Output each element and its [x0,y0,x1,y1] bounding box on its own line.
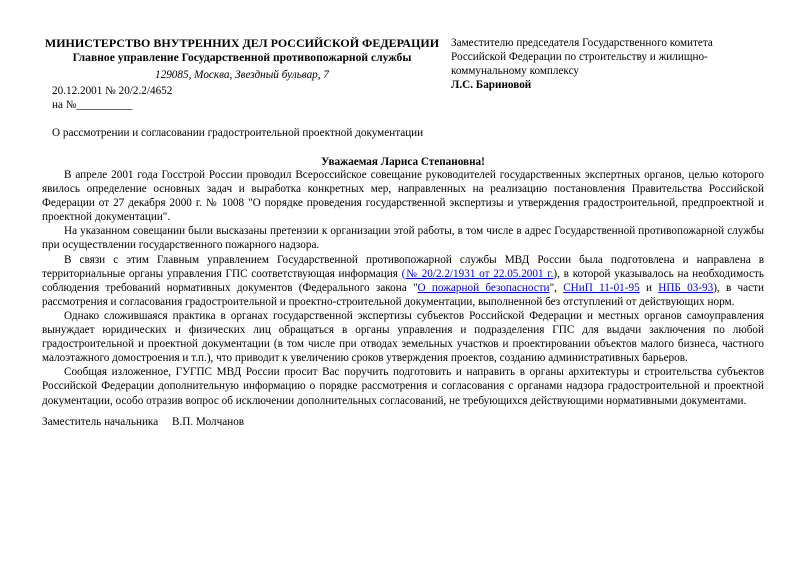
signature-name: В.П. Молчанов [172,416,245,428]
link-fire-safety-law[interactable]: О пожарной безопасности [417,281,550,294]
paragraph-3-text-1: В связи с этим Главным управлением Государственной противопожарной службы МВД России была подготовлена и направлена в территориальные органы управления ГПС соответствующая информация [42,253,764,280]
letter-meta [52,84,172,112]
link-paren-open: ( [401,267,406,280]
paragraph-5: Сообщая изложенное, ГУГПС МВД России просит Вас поручить подготовить и направить в органы архитектуры и строительства субъектов Российской Федерации дополнительную информацию о порядке рассмотрения и согласования с органами надзора градостроительной и проектной документации, особо отразив вопрос об исключении дополнительных согласований, не требующихся действующими нормативными документами. [42,366,764,407]
paragraph-3-text-5: ), в части рассмотрения и согласования градостроительной и проектно-строительной документации, выполненной без отступлений от действующих норм. [42,281,764,308]
link-snip-11-01-95[interactable]: СНиП 11-01-95 [563,281,640,294]
ministry-name: МИНИСТЕРСТВО ВНУТРЕННИХ ДЕЛ РОССИЙСКОЙ ФЕДЕРАЦИИ [44,36,440,50]
paragraph-1: В апреле 2001 года Госстрой России проводил Всероссийское совещание руководителей государственных экспертных органов, целью которого явилось определение основных задач и выработка конкретных мер, направленных на реализацию постановления Правительства Российской Федерации от 27 декабря 2000 г. № 1008 "О порядке проведения государственной экспертизы и утверждения градостроительной, предпроектной и проектной документации". [42,169,764,224]
letter-date-number: 20.12.2001 № 20/2.2/4652 [52,85,173,97]
link-letter-1931-label: № 20/2.2/1931 от 22.05.2001 г. [405,267,554,280]
sender-address: 129085, Москва, Звездный бульвар, 7 [155,69,329,81]
paragraph-4: Однако сложившаяся практика в органах государственной экспертизы субъектов Российской Федерации и местных органов самоуправления вынуждает юридических и физических лиц обращаться в органы управления и подразделения ГПС для выдачи заключения по любой градостроительной и проектной документации (в том числе при отводах земельных участков и проектировании объектов малого бизнеса, частного малоэтажного домостроения и т.п.), что приводит к увеличению сроков утверждения проектов, созданию административных барьеров. [42,309,764,365]
paragraph-2: На указанном совещании были высказаны претензии к организации этой работы, в том числе в адрес Государственной противопожарной службы при осуществлении государственного пожарного надзора. [42,225,764,252]
letter-body [42,168,764,408]
recipient-block [451,36,751,92]
paragraph-3-text-3: ", [549,281,564,294]
signature-block [42,415,244,429]
signature-title: Заместитель начальника [42,416,159,428]
paragraph-3 [42,253,764,309]
recipient-line-1: Заместителю председателя Государственного комитета [451,37,713,49]
recipient-name: Л.С. Бариновой [451,79,532,91]
letter-subject: О рассмотрении и согласовании градостроительной проектной документации [52,127,424,139]
recipient-line-3: коммунальному комплексу [451,65,580,77]
paragraph-3-text-2: ), в которой указывалось на необходимость соблюдения требований нормативных документов (Федерального закона " [42,267,764,294]
reply-to-number: на №__________ [52,99,133,111]
sender-header [42,36,442,83]
link-npb-03-93[interactable]: НПБ 03-93 [658,281,714,294]
paragraph-3-text-4: и [639,281,659,294]
greeting: Уважаемая Лариса Степановна! [321,156,485,168]
link-letter-1931[interactable] [402,268,554,280]
department-name: Главное управление Государственной противопожарной службы [72,51,412,64]
recipient-line-2: Российской Федерации по строительству и жилищно- [451,51,708,63]
